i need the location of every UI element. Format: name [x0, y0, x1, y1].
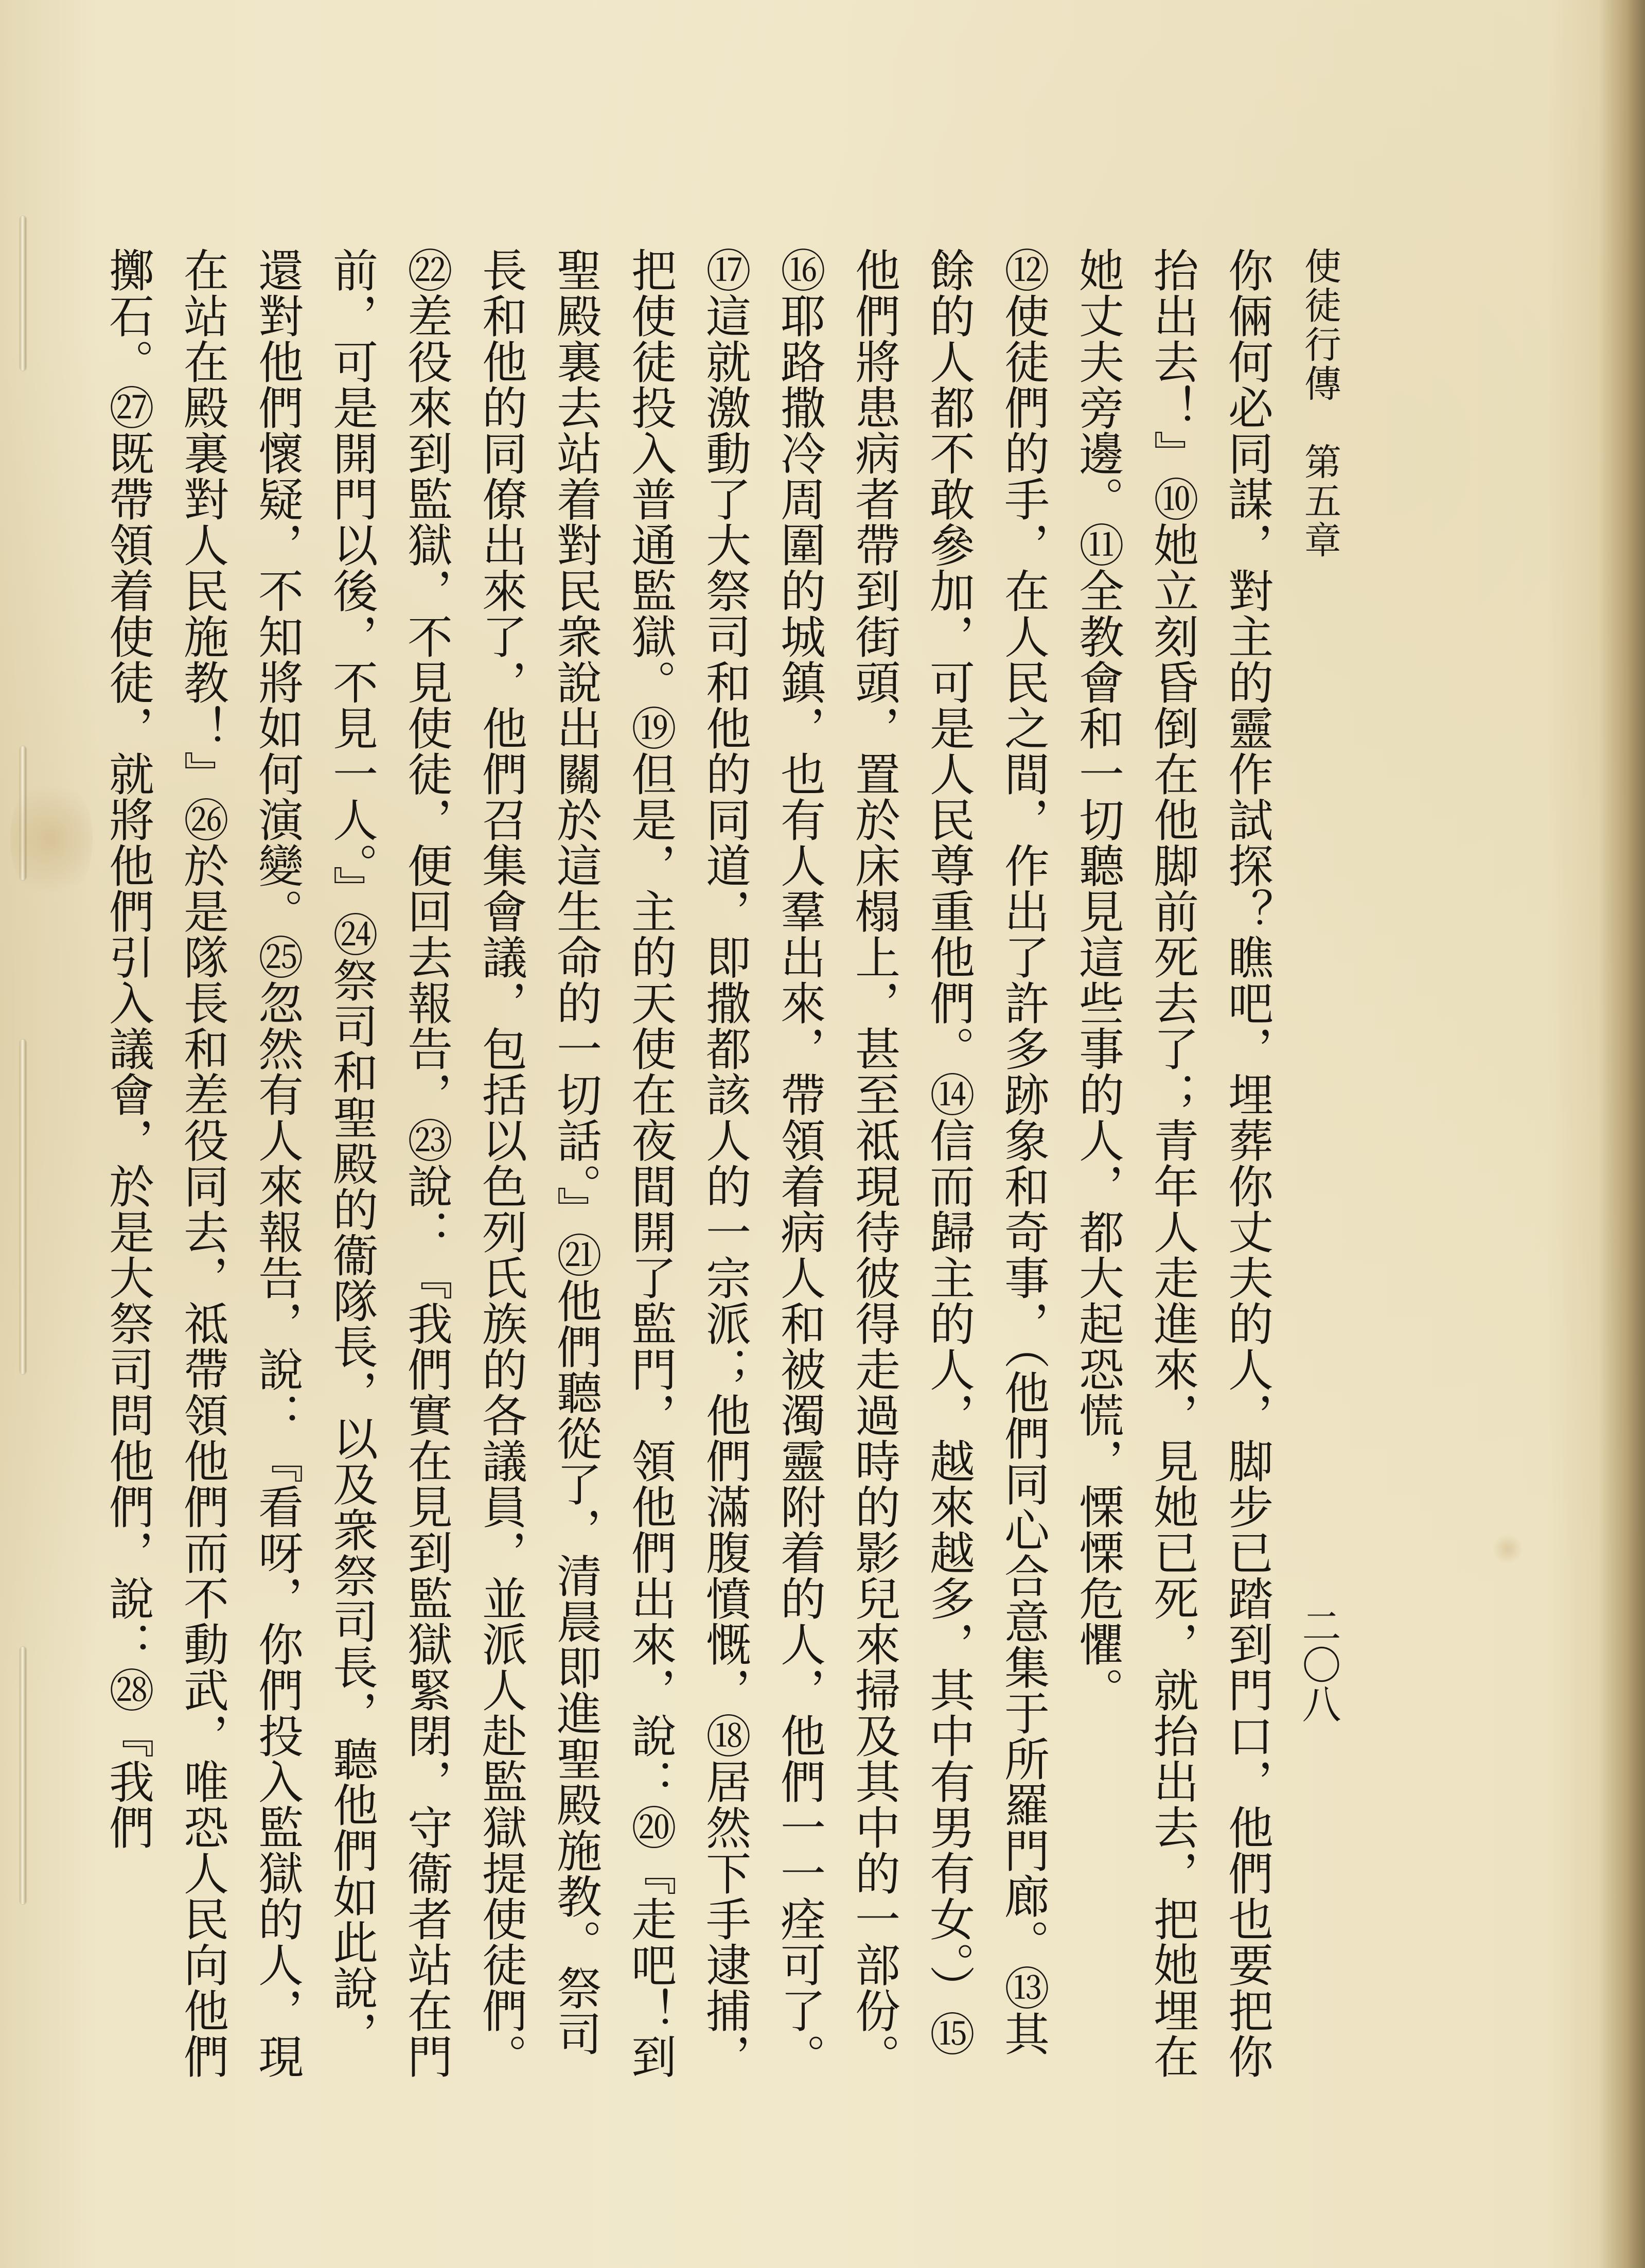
paragraph: ⑫使徒們的手，在人民之間，作出了許多跡象和奇事，（他們同心合意集于所羅門廊。⑬其餘的人都不敢參加，可是人民尊重他們。⑭信而歸主的人，越來越多，其中有男有女。）⑮他們將患病者帶到街頭，置於床榻上，甚至祗現待彼得走過時的影兒來掃及其中的一部份。⑯耶路撒冷周圍的城鎮，也有人羣出來，帶領着病人和被濁靈附着的人，他們一一痊可了。	[773, 247, 1050, 2079]
binding-stitch	[20, 1040, 26, 1374]
paragraph: 你倆何必同謀，對主的靈作試探？瞧吧，埋葬你丈夫的人，脚步已踏到門口，他們也要把你抬出去！』⑩她立刻昏倒在他脚前死去了；青年人走進來，見她已死，就抬出去，把她埋在她丈夫旁邊。⑪全教會和一切聽見這些事的人，都大起恐慌，慄慄危懼。	[1072, 247, 1274, 2079]
binding-stitch	[20, 1647, 26, 1904]
paper-stain	[10, 772, 93, 906]
paper-stain	[1492, 1534, 1523, 1564]
running-title: 使徒行傳 第五章	[1298, 247, 1341, 560]
page-edge-shadow	[1599, 0, 1645, 2268]
page-binding	[0, 0, 46, 2268]
body-text	[91, 247, 1285, 2079]
page-number: 二〇八	[1296, 1606, 1341, 1723]
paragraph: ⑰這就激動了大祭司和他的同道，即撒都該人的一宗派；他們滿腹憤慨，⑱居然下手逮捕，把使徒投入普通監獄。⑲但是，主的天使在夜間開了監門，領他們出來，說：⑳『走吧！到聖殿裏去站着對民衆說出關於這生命的一切話。』㉑他們聽從了，清晨即進聖殿施教。祭司長和他的同僚出來了，他們召集會議，包括以色列氏族的各議員，並派人赴監獄提使徒們。㉒差役來到監獄，不見使徒，便回去報告，㉓說：『我們實在見到監獄緊閉，守衞者站在門前，可是開門以後，不見一人。』㉔祭司和聖殿的衞隊長，以及衆祭司長，聽他們如此說，還對他們懷疑，不知將如何演變。㉕忽然有人來報告，說：『看呀，你們投入監獄的人，現在站在殿裏對人民施教！』㉖於是隊長和差役同去，祗帶領他們而不動武，唯恐人民向他們擲石。㉗既帶領着使徒，就將他們引入議會，於是大祭司問他們，說：㉘『我們	[102, 247, 752, 2079]
binding-stitch	[20, 216, 26, 371]
